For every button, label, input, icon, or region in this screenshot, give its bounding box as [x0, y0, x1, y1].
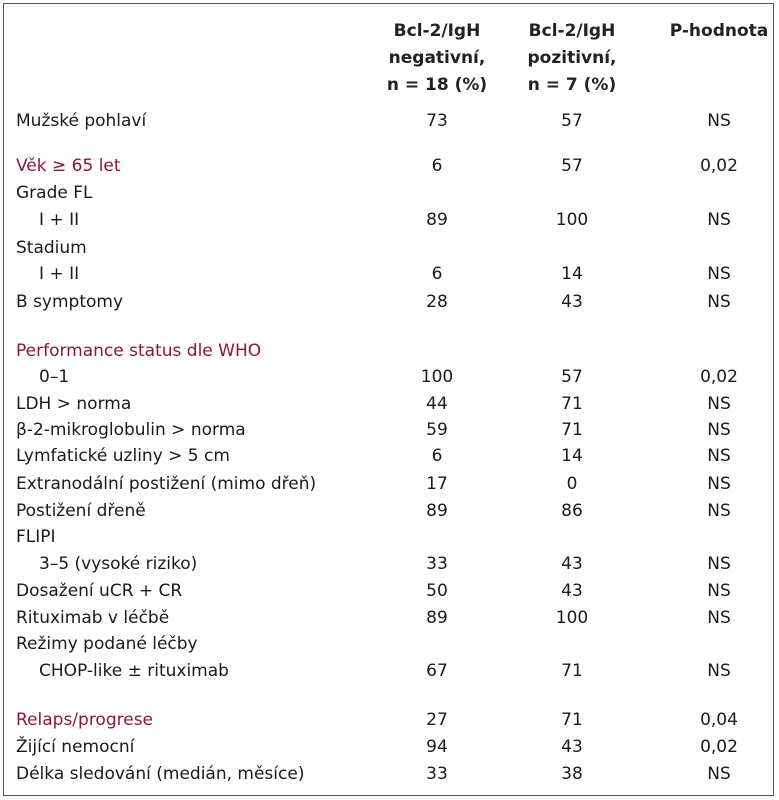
- positive-value: 43: [561, 554, 583, 574]
- header-line: n = 18 (%): [386, 75, 488, 95]
- positive-value: 71: [561, 394, 583, 414]
- table-row: [4, 471, 773, 497]
- header-line: pozitivní,: [527, 48, 617, 68]
- positive-value: 71: [561, 420, 583, 440]
- negative-value: 6: [431, 156, 443, 176]
- table-row: [4, 261, 773, 287]
- row-label: Režimy podané léčby: [16, 634, 198, 654]
- negative-value: 6: [431, 446, 443, 466]
- table-row: [4, 391, 773, 417]
- negative-value: 100: [420, 367, 454, 387]
- negative-value: 50: [426, 581, 448, 601]
- positive-value: 86: [561, 501, 583, 521]
- negative-value: 6: [431, 264, 443, 284]
- positive-value: 14: [561, 264, 583, 284]
- p-value: NS: [707, 111, 731, 131]
- p-value: NS: [707, 420, 731, 440]
- positive-value: 14: [561, 446, 583, 466]
- row-label: FLIPI: [16, 527, 56, 547]
- p-value: 0,04: [700, 710, 738, 730]
- positive-value: 71: [561, 710, 583, 730]
- positive-value: 100: [555, 608, 589, 628]
- table-row: [4, 289, 773, 315]
- header-negative: [377, 18, 497, 99]
- p-value: NS: [707, 394, 731, 414]
- positive-value: 43: [561, 581, 583, 601]
- positive-value: 57: [561, 367, 583, 387]
- negative-value: 17: [426, 474, 448, 494]
- row-label: 0–1: [39, 367, 70, 387]
- header-line: P-hodnota: [669, 21, 769, 41]
- p-value: NS: [707, 581, 731, 601]
- positive-value: 57: [561, 156, 583, 176]
- table-row: [4, 417, 773, 443]
- table-frame: [3, 3, 774, 796]
- p-value: NS: [707, 474, 731, 494]
- positive-value: 71: [561, 661, 583, 681]
- p-value: NS: [707, 764, 731, 784]
- header-line: n = 7 (%): [527, 75, 617, 95]
- row-label: Extranodální postižení (mimo dřeň): [16, 474, 317, 494]
- table-row: [4, 498, 773, 524]
- header-line: Bcl-2/IgH: [393, 21, 481, 41]
- p-value: NS: [707, 264, 731, 284]
- header-p-value: [654, 18, 779, 45]
- negative-value: 33: [426, 554, 448, 574]
- negative-value: 73: [426, 111, 448, 131]
- table-row: [4, 631, 773, 657]
- table-row: [4, 364, 773, 390]
- table-row: [4, 578, 773, 604]
- positive-value: 0: [566, 474, 578, 494]
- table-row: [4, 108, 773, 134]
- row-label: Rituximab v léčbě: [16, 608, 170, 628]
- row-label: CHOP-like ± rituximab: [39, 661, 229, 681]
- positive-value: 43: [561, 292, 583, 312]
- positive-value: 38: [561, 764, 583, 784]
- p-value: 0,02: [700, 156, 738, 176]
- table-row: [4, 761, 773, 787]
- positive-value: 57: [561, 111, 583, 131]
- p-value: NS: [707, 501, 731, 521]
- negative-value: 89: [426, 501, 448, 521]
- row-label: LDH > norma: [16, 394, 132, 414]
- positive-value: 100: [555, 210, 589, 230]
- table-row: [4, 235, 773, 261]
- header-line: negativní,: [388, 48, 486, 68]
- p-value: NS: [707, 292, 731, 312]
- negative-value: 28: [426, 292, 448, 312]
- negative-value: 94: [426, 737, 448, 757]
- p-value: NS: [707, 554, 731, 574]
- row-label: B symptomy: [16, 292, 124, 312]
- table-row: [4, 734, 773, 760]
- p-value: NS: [707, 661, 731, 681]
- table-row: [4, 707, 773, 733]
- row-label: Žijící nemocní: [16, 737, 135, 757]
- table-row: [4, 153, 773, 179]
- negative-value: 27: [426, 710, 448, 730]
- p-value: NS: [707, 210, 731, 230]
- table-row: [4, 338, 773, 364]
- p-value: NS: [707, 608, 731, 628]
- row-label: Lymfatické uzliny > 5 cm: [16, 446, 230, 466]
- table-row: [4, 524, 773, 550]
- table-row: [4, 551, 773, 577]
- positive-value: 43: [561, 737, 583, 757]
- table-row: [4, 180, 773, 206]
- header-positive: [512, 18, 632, 99]
- row-label: Relaps/progrese: [16, 710, 154, 730]
- row-label: I + II: [39, 264, 80, 284]
- negative-value: 33: [426, 764, 448, 784]
- negative-value: 59: [426, 420, 448, 440]
- p-value: 0,02: [700, 367, 738, 387]
- row-label: Délka sledování (medián, měsíce): [16, 764, 305, 784]
- row-label: 3–5 (vysoké riziko): [39, 554, 198, 574]
- header-line: Bcl-2/IgH: [528, 21, 616, 41]
- row-label: I + II: [39, 210, 80, 230]
- row-label: Performance status dle WHO: [16, 341, 262, 361]
- row-label: Grade FL: [16, 183, 93, 203]
- row-label: Postižení dřeně: [16, 501, 146, 521]
- row-label: Stadium: [16, 238, 87, 258]
- row-label: Mužské pohlaví: [16, 111, 147, 131]
- p-value: 0,02: [700, 737, 738, 757]
- table-row: [4, 658, 773, 684]
- table-row: [4, 443, 773, 469]
- row-label: Věk ≥ 65 let: [16, 156, 121, 176]
- row-label: β-2-mikroglobulin > norma: [16, 420, 246, 440]
- table-row: [4, 207, 773, 233]
- p-value: NS: [707, 446, 731, 466]
- row-label: Dosažení uCR + CR: [16, 581, 183, 601]
- negative-value: 44: [426, 394, 448, 414]
- table-row: [4, 605, 773, 631]
- table-header: [4, 18, 773, 108]
- negative-value: 89: [426, 210, 448, 230]
- negative-value: 67: [426, 661, 448, 681]
- negative-value: 89: [426, 608, 448, 628]
